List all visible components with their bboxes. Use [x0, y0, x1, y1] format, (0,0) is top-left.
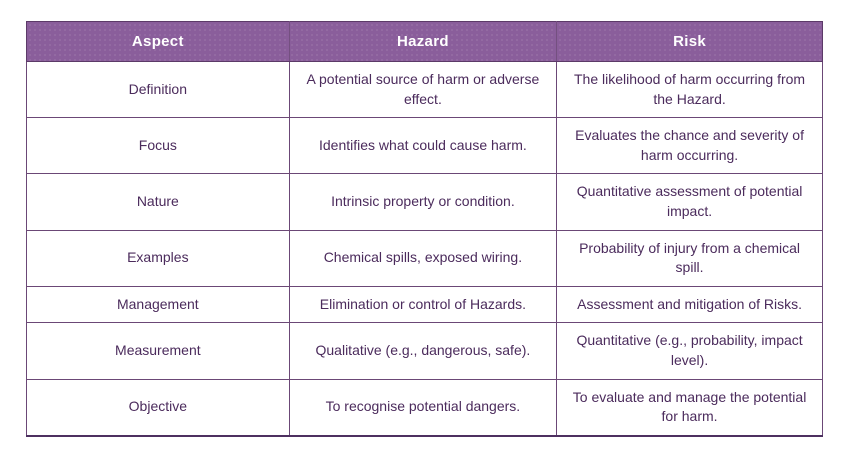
table-body [27, 62, 823, 436]
hazard-vs-risk-comparison-table [26, 21, 823, 437]
table-row [27, 174, 823, 230]
cell-aspect: Definition [27, 62, 290, 118]
table-header [27, 22, 823, 62]
column-header-risk: Risk [557, 22, 823, 62]
column-header-aspect: Aspect [27, 22, 290, 62]
cell-risk: Probability of injury from a chemical spill. [557, 230, 823, 286]
table-row [27, 323, 823, 379]
table-row [27, 286, 823, 323]
cell-risk: Assessment and mitigation of Risks. [557, 286, 823, 323]
column-header-hazard: Hazard [289, 22, 556, 62]
cell-hazard: To recognise potential dangers. [289, 379, 556, 436]
cell-hazard: Chemical spills, exposed wiring. [289, 230, 556, 286]
cell-risk: The likelihood of harm occurring from the Hazard. [557, 62, 823, 118]
cell-hazard: Intrinsic property or condition. [289, 174, 556, 230]
table-row [27, 230, 823, 286]
cell-hazard: A potential source of harm or adverse effect. [289, 62, 556, 118]
cell-hazard: Identifies what could cause harm. [289, 118, 556, 174]
table-row [27, 62, 823, 118]
cell-risk: Quantitative assessment of potential impact. [557, 174, 823, 230]
cell-risk: Quantitative (e.g., probability, impact level). [557, 323, 823, 379]
table-row [27, 379, 823, 436]
cell-aspect: Nature [27, 174, 290, 230]
cell-aspect: Focus [27, 118, 290, 174]
cell-aspect: Objective [27, 379, 290, 436]
cell-risk: To evaluate and manage the potential for harm. [557, 379, 823, 436]
cell-aspect: Examples [27, 230, 290, 286]
header-row [27, 22, 823, 62]
table-row [27, 118, 823, 174]
cell-hazard: Qualitative (e.g., dangerous, safe). [289, 323, 556, 379]
cell-hazard: Elimination or control of Hazards. [289, 286, 556, 323]
cell-aspect: Measurement [27, 323, 290, 379]
hazard-vs-risk-table-container [26, 21, 823, 437]
cell-aspect: Management [27, 286, 290, 323]
cell-risk: Evaluates the chance and severity of harm occurring. [557, 118, 823, 174]
